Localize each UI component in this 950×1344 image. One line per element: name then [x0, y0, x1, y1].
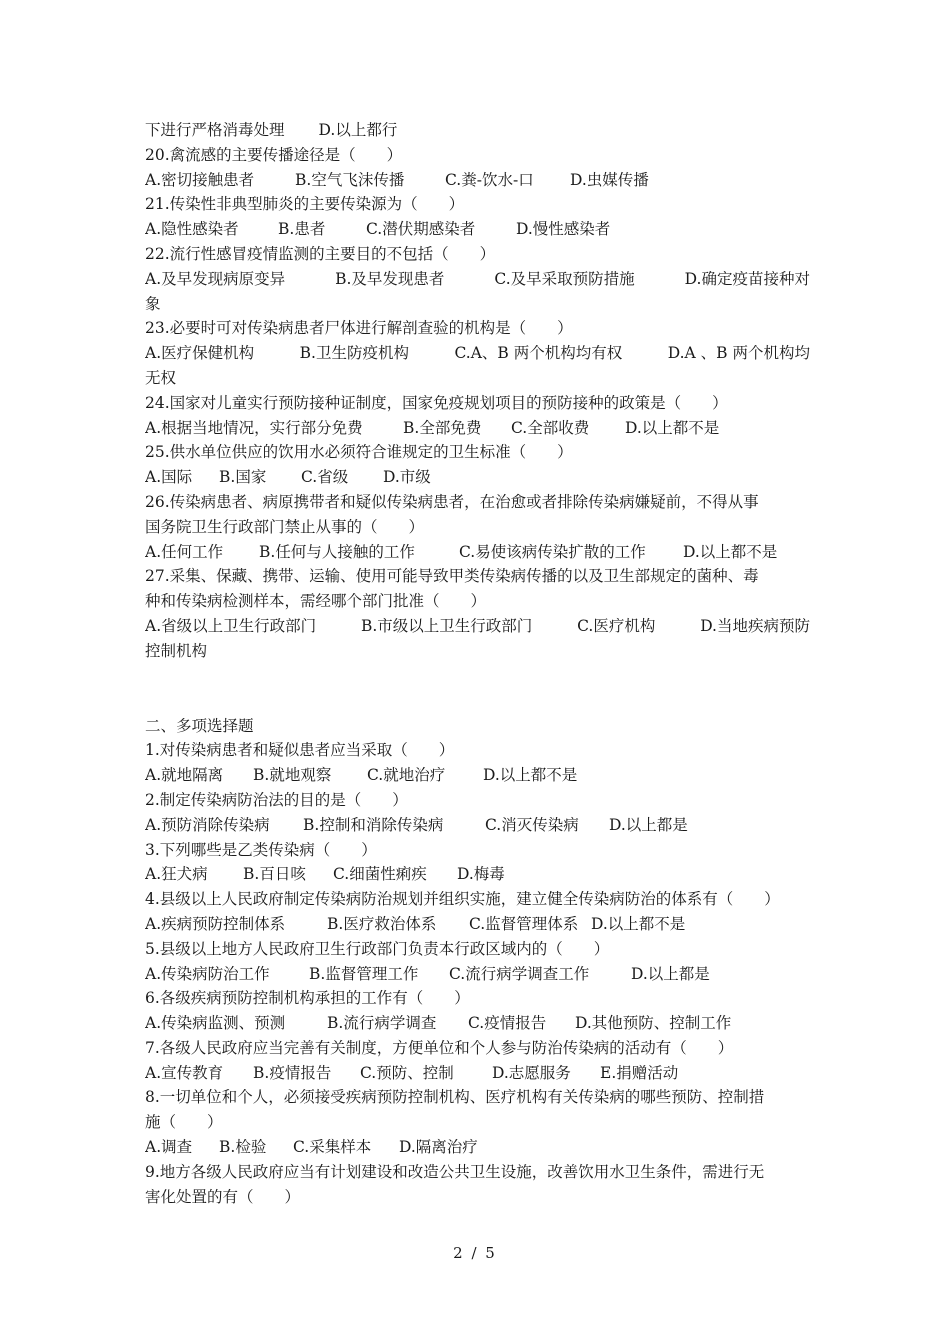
- question-20: 20.禽流感的主要传播途径是（ ）: [145, 145, 403, 164]
- option-c: C.及早采取预防措施: [494, 269, 635, 288]
- option-b: B.监督管理工作: [309, 964, 419, 983]
- option-b: B.任何与人接触的工作: [259, 542, 415, 561]
- question-27-cont: 种和传染病检测样本，需经哪个部门批准（ ）: [145, 592, 487, 611]
- option-a: A.根据当地情况，实行部分免费: [145, 418, 363, 437]
- option-e: E.捐赠活动: [600, 1063, 679, 1082]
- option-c: C.消灭传染病: [485, 815, 579, 834]
- multi-options-7: [145, 1061, 810, 1086]
- option-c: C.采集样本: [293, 1138, 372, 1157]
- option-d: D.以上都是: [609, 815, 688, 834]
- option-d: D.志愿服务: [492, 1063, 571, 1082]
- question-26-cont: 国务院卫生行政部门禁止从事的（ ）: [145, 517, 425, 536]
- option-c: C.监督管理体系: [469, 914, 579, 933]
- question-24: 24.国家对儿童实行预防接种证制度，国家免疫规划项目的预防接种的政策是（ ）: [145, 393, 728, 412]
- option-b: B.就地观察: [253, 766, 332, 785]
- option-b: B.空气飞沫传播: [295, 170, 405, 189]
- options-27: [145, 614, 810, 639]
- option-a: A.密切接触患者: [145, 170, 255, 189]
- question-23: 23.必要时可对传染病患者尸体进行解剖查验的机构是（ ）: [145, 319, 573, 338]
- multi-options-4: [145, 912, 810, 937]
- section-spacer: [145, 664, 810, 714]
- multi-question-2: 2.制定传染病防治法的目的是（ ）: [145, 790, 408, 809]
- page-indicator: 2 / 5: [453, 1244, 497, 1262]
- option-a: A.传染病防治工作: [145, 964, 270, 983]
- option-c: C.医疗机构: [577, 616, 656, 635]
- option-c: C.疫情报告: [468, 1014, 547, 1033]
- option-continuation: 无权: [145, 368, 177, 387]
- option-d: D.以上都是: [631, 964, 710, 983]
- multi-options-6: [145, 1011, 810, 1036]
- question-21: 21.传染性非典型肺炎的主要传染源为（ ）: [145, 195, 465, 214]
- multi-question-6: 6.各级疾病预防控制机构承担的工作有（ ）: [145, 989, 470, 1008]
- multi-question-3: 3.下列哪些是乙类传染病（ ）: [145, 840, 377, 859]
- option-d: D.以上都不是: [683, 542, 778, 561]
- option-c: C.省级: [301, 468, 349, 487]
- option-a: A.传染病监测、预测: [145, 1014, 286, 1033]
- multi-question-5: 5.县级以上地方人民政府卫生行政部门负责本行政区域内的（ ）: [145, 939, 610, 958]
- multi-question-8-cont: 施（ ）: [145, 1113, 223, 1132]
- option-d: D.其他预防、控制工作: [575, 1014, 732, 1033]
- question-26: 26.传染病患者、病原携带者和疑似传染病患者，在治愈或者排除传染病嫌疑前，不得从事: [145, 492, 759, 511]
- option-d: D.虫媒传播: [570, 170, 649, 189]
- multi-question-8: 8.一切单位和个人，必须接受疾病预防控制机构、医疗机构有关传染病的哪些预防、控制措: [145, 1088, 765, 1107]
- multi-options-1: [145, 763, 810, 788]
- option-b: B.市级以上卫生行政部门: [360, 616, 533, 635]
- option-continuation: 控制机构: [145, 641, 208, 660]
- option-b: B.医疗救治体系: [327, 914, 437, 933]
- multi-options-5: [145, 962, 810, 987]
- option-a: A.宣传教育: [145, 1063, 224, 1082]
- multi-question-7: 7.各级人民政府应当完善有关制度，方便单位和个人参与防治传染病的活动有（ ）: [145, 1038, 734, 1057]
- option-b: B.国家: [219, 468, 267, 487]
- option-b: B.控制和消除传染病: [303, 815, 444, 834]
- option-c: C.流行病学调查工作: [449, 964, 590, 983]
- option-c: C.粪-饮水-口: [445, 170, 534, 189]
- option-a: A.调查: [145, 1138, 193, 1157]
- option-continuation: 象: [145, 294, 161, 313]
- option-b: B.及早发现患者: [335, 269, 445, 288]
- option-c: C.细菌性痢疾: [333, 865, 427, 884]
- option-c: C.预防、控制: [360, 1063, 454, 1082]
- option-b: B.疫情报告: [253, 1063, 332, 1082]
- option-b: B.百日咳: [243, 865, 306, 884]
- multi-question-9: 9.地方各级人民政府应当有计划建设和改造公共卫生设施，改善饮用水卫生条件，需进行无: [145, 1162, 765, 1181]
- option-d: D.慢性感染者: [516, 220, 611, 239]
- option-d: D.隔离治疗: [399, 1138, 478, 1157]
- option-c: C.就地治疗: [367, 766, 446, 785]
- continuation-text: 下进行严格消毒处理: [145, 121, 285, 139]
- option-a: A.国际: [145, 468, 193, 487]
- options-26: [145, 540, 810, 565]
- options-20: [145, 168, 810, 193]
- option-c: C.A、B 两个机构均有权: [454, 344, 623, 363]
- options-25: [145, 465, 810, 490]
- option-d: D.以上都不是: [591, 914, 686, 933]
- option-d: D.A 、B 两个机构均: [667, 344, 810, 363]
- option-a: A.预防消除传染病: [145, 815, 270, 834]
- option-b: B.卫生防疫机构: [299, 344, 409, 363]
- options-22: [145, 267, 810, 292]
- question-27: 27.采集、保藏、携带、运输、使用可能导致甲类传染病传播的以及卫生部规定的菌种、毒: [145, 567, 759, 586]
- question-25: 25.供水单位供应的饮用水必须符合谁规定的卫生标准（ ）: [145, 443, 573, 462]
- option-a: A.隐性感染者: [145, 220, 239, 239]
- option-d: D.梅毒: [457, 865, 505, 884]
- page-content: [145, 118, 810, 1209]
- option-b: B.患者: [278, 220, 326, 239]
- option-a: A.就地隔离: [145, 766, 224, 785]
- option-a: A.及早发现病原变异: [145, 269, 286, 288]
- option-d: D.当地疾病预防: [700, 616, 810, 635]
- multi-options-8: [145, 1135, 810, 1160]
- multi-question-1: 1.对传染病患者和疑似患者应当采取（ ）: [145, 741, 455, 760]
- option-d: D.确定疫苗接种对: [684, 269, 810, 288]
- option-c: C.全部收费: [511, 418, 590, 437]
- section-heading: 二、多项选择题: [145, 716, 254, 735]
- multi-options-3: [145, 862, 810, 887]
- options-24: [145, 416, 810, 441]
- option-b: B.检验: [219, 1138, 267, 1157]
- option-a: A.医疗保健机构: [145, 344, 255, 363]
- option-a: A.狂犬病: [145, 865, 208, 884]
- multi-question-4: 4.县级以上人民政府制定传染病防治规划并组织实施，建立健全传染病防治的体系有（ ）: [145, 890, 780, 909]
- options-23: [145, 341, 810, 366]
- options-21: [145, 217, 810, 242]
- multi-question-9-cont: 害化处置的有（ ）: [145, 1187, 301, 1206]
- option-d: D.以上都不是: [483, 766, 578, 785]
- question-22: 22.流行性感冒疫情监测的主要目的不包括（ ）: [145, 244, 496, 263]
- option-d: D.以上都不是: [625, 418, 720, 437]
- option-a: A.疾病预防控制体系: [145, 914, 286, 933]
- option-b: B.流行病学调查: [327, 1014, 437, 1033]
- question-continuation: [145, 118, 810, 143]
- multi-options-2: [145, 813, 810, 838]
- option-c: C.潜伏期感染者: [366, 220, 476, 239]
- option-a: A.省级以上卫生行政部门: [145, 616, 317, 635]
- option-c: C.易使该病传染扩散的工作: [459, 542, 646, 561]
- option-a: A.任何工作: [145, 542, 224, 561]
- option-d: D.市级: [383, 468, 431, 487]
- option: D.以上都行: [318, 121, 398, 139]
- option-b: B.全部免费: [403, 418, 482, 437]
